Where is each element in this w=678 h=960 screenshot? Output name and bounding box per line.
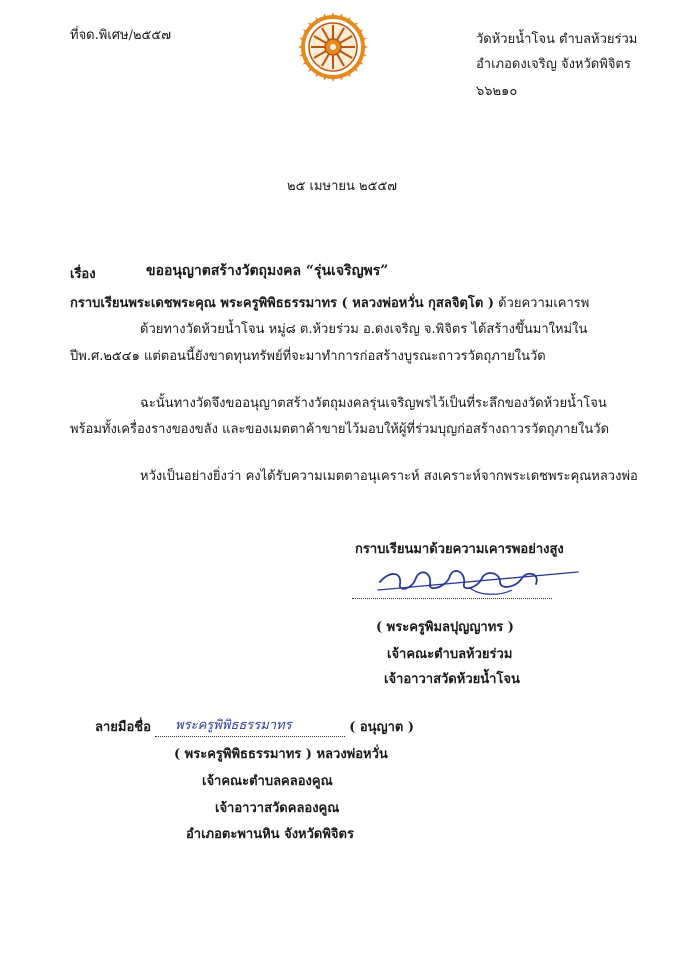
salutation-recipient: กราบเรียนพระเดชพระคุณ พระครูพิพิธธรรมาทร ( หลวงพ่อหวั่น กุสลจิตฺโต ) bbox=[70, 296, 494, 311]
signature-abbot-huai-nam-chon bbox=[350, 560, 590, 600]
subject-text: ขออนุญาตสร้างวัตถุมงคล “รุ่นเจริญพร” bbox=[146, 263, 389, 279]
signature-dotted-field bbox=[155, 718, 345, 737]
closing-phrase: กราบเรียนมาด้วยความเคารพอย่างสูง bbox=[355, 542, 564, 557]
signer-2-title-3: อำเภอตะพานหิน จังหวัดพิจิตร bbox=[186, 827, 354, 842]
salutation bbox=[70, 292, 589, 313]
dharma-wheel-emblem-icon bbox=[298, 12, 368, 82]
permission-note: ( อนุญาต ) bbox=[349, 720, 415, 735]
paragraph-2-line-1: ฉะนั้นทางวัดจึงขออนุญาตสร้างวัตถุมงคลรุ่นเจริญพรไว้เป็นที่ระลึกของวัดห้วยน้ำโจน bbox=[140, 396, 607, 411]
signer-2-title-2: เจ้าอาวาสวัดคลองคูณ bbox=[215, 801, 340, 816]
salutation-rest: ด้วยความเคารพ bbox=[493, 296, 590, 311]
paragraph-2-line-2: พร้อมทั้งเครื่องรางของขลัง และของเมตตาค้าขายไว้มอบให้ผู้ที่ร่วมบุญก่อสร้างถาวรวัตถุภายในวัด bbox=[70, 422, 610, 437]
signature-line-1 bbox=[352, 598, 552, 599]
reference-number: ที่จด.พิเศษ/๒๕๕๗ bbox=[70, 28, 171, 43]
signer-1-title-1: เจ้าคณะตำบลห้วยร่วม bbox=[387, 647, 513, 662]
paragraph-1-line-1: ด้วยทางวัดห้วยน้ำโจน หมู่๘ ต.ห้วยร่วม อ.ดงเจริญ จ.พิจิตร ได้สร้างขึ้นมาใหม่ใน bbox=[140, 322, 588, 337]
handwritten-signature-luang-pho-wan: พระครูพิพิธธรรมาทร bbox=[175, 718, 292, 733]
sender-address-line-1: วัดห้วยน้ำโจน ตำบลห้วยร่วม bbox=[476, 32, 638, 47]
postal-code: ๖๖๒๑๐ bbox=[476, 84, 518, 99]
paragraph-1-line-2: ปีพ.ศ.๒๕๔๑ แต่ตอนนี้ยังขาดทุนทรัพย์ที่จะมาทำการก่อสร้างบูรณะถาวรวัตถุภายในวัด bbox=[70, 349, 546, 364]
subject-label: เรื่อง bbox=[70, 267, 96, 282]
signature-permission-line bbox=[95, 716, 414, 737]
signer-2-name: ( พระครูพิพิธธรรมาทร ) หลวงพ่อหวั่น bbox=[174, 747, 388, 762]
signer-1-name: ( พระครูพิมลปุญญาทร ) bbox=[376, 620, 514, 635]
sender-address-line-2: อำเภอดงเจริญ จังหวัดพิจิตร bbox=[476, 57, 631, 72]
paragraph-3: หวังเป็นอย่างยิ่งว่า คงได้รับความเมตตาอนุเคราะห์ สงเคราะห์จากพระเดชพระคุณหลวงพ่อ bbox=[140, 469, 638, 484]
sign-label: ลายมือชื่อ bbox=[95, 720, 151, 735]
signer-1-title-2: เจ้าอาวาสวัดห้วยน้ำโจน bbox=[384, 672, 520, 687]
signer-2-title-1: เจ้าคณะตำบลคลองคูณ bbox=[202, 774, 333, 789]
letter-date: ๒๕ เมษายน ๒๕๕๗ bbox=[287, 179, 398, 194]
